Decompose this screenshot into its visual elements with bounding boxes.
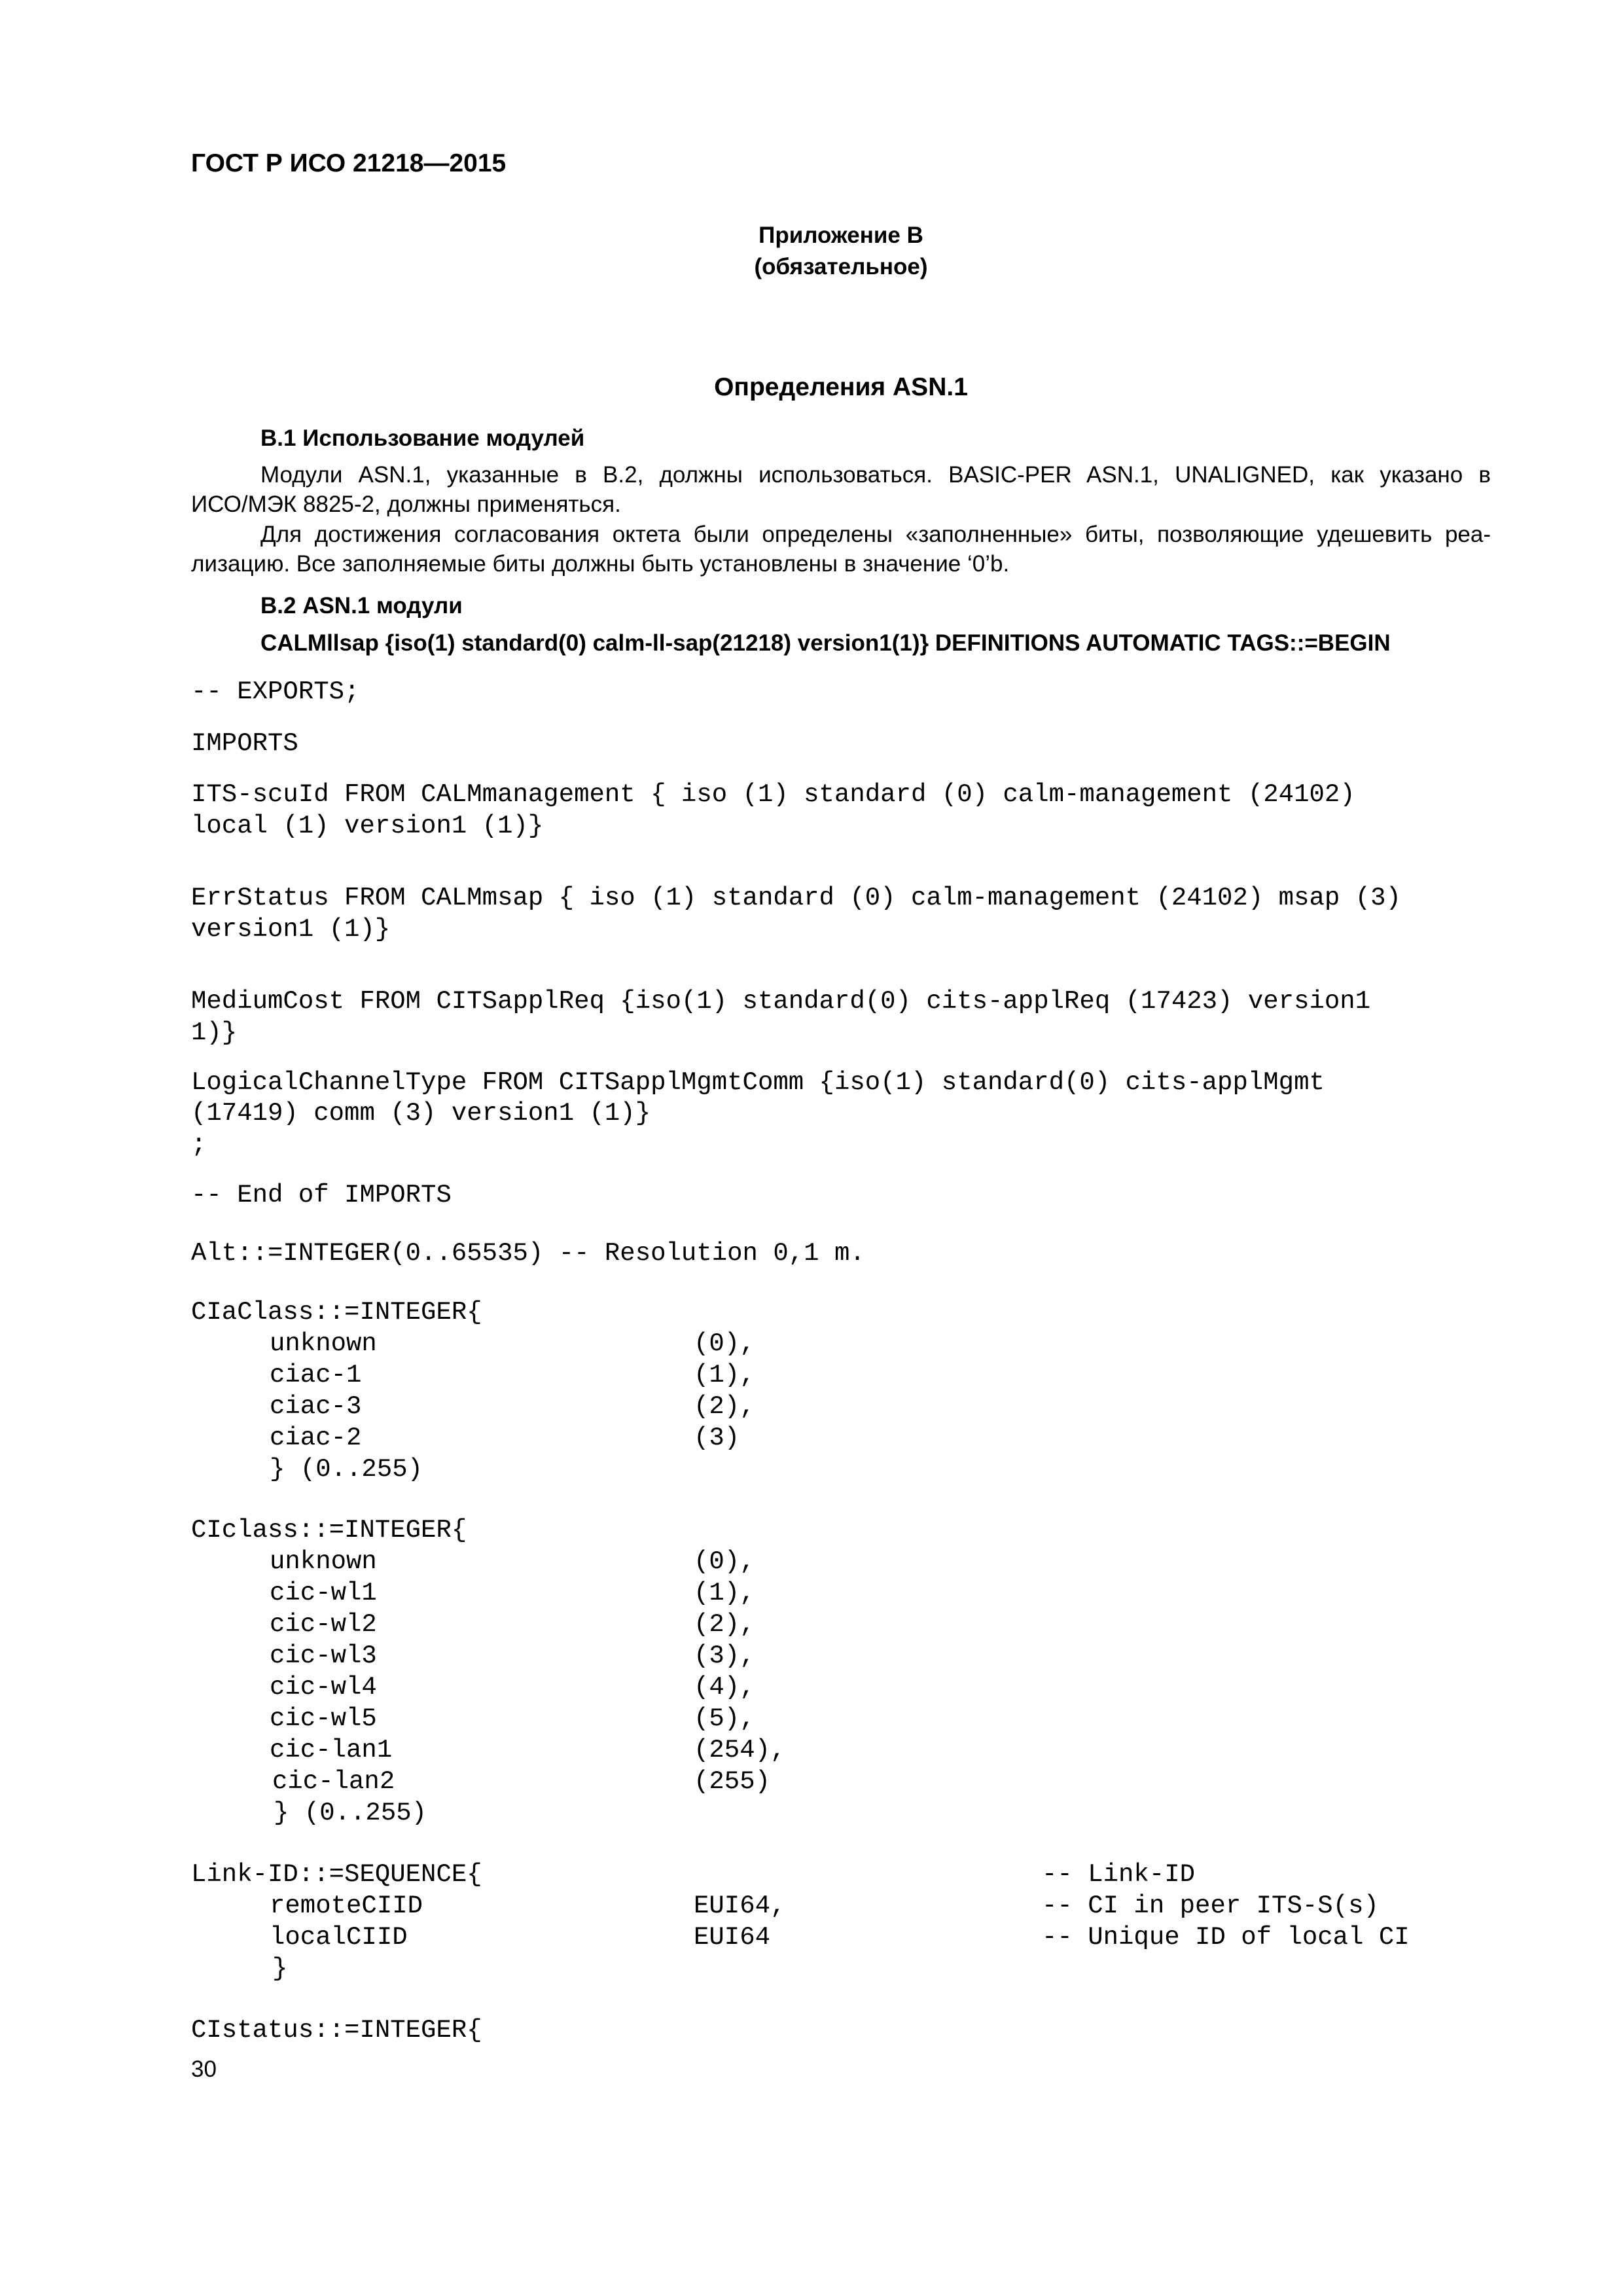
code-import-4-line-3: ; (191, 1130, 207, 1159)
code-ciaclass-item-value: (0), (694, 1329, 755, 1358)
code-ciclass-item-name: cic-wl3 (270, 1641, 377, 1670)
code-linkid-field-type: EUI64, (694, 1892, 786, 1920)
code-ciclass-item-name: cic-wl1 (270, 1579, 377, 1607)
code-linkid-field-type: EUI64 (694, 1923, 771, 1952)
b1-paragraph-1-line-1: Модули ASN.1, указанные в В.2, должны использоваться. BASIC-PER ASN.1, UNALIGNED, как указано в (260, 462, 1491, 488)
section-title: Определения ASN.1 (714, 373, 968, 401)
code-ciclass-item-value: (0), (694, 1547, 755, 1576)
module-definition: CALMllsap {iso(1) standard(0) calm-ll-sap(21218) version1(1)} DEFINITIONS AUTOMATIC TAGS::=BEGIN (260, 630, 1391, 656)
code-ciclass-declaration: CIclass::=INTEGER{ (191, 1516, 467, 1545)
code-ciclass-item-value: (254), (694, 1736, 786, 1765)
code-ciclass-item-value: (1), (694, 1579, 755, 1607)
code-ciclass-close: } (0..255) (274, 1799, 427, 1827)
code-import-2-line-2: version1 (1)} (191, 915, 391, 944)
code-ciaclass-item-name: ciac-2 (270, 1424, 362, 1452)
code-ciclass-item-value: (3), (694, 1641, 755, 1670)
code-import-2-line-1: ErrStatus FROM CALMmsap { iso (1) standard (0) calm-management (24102) msap (3) (191, 884, 1401, 912)
b1-heading: В.1 Использование модулей (260, 425, 585, 451)
code-import-4-line-2: (17419) comm (3) version1 (1)} (191, 1099, 651, 1128)
code-import-4-line-1: LogicalChannelType FROM CITSapplMgmtComm {iso(1) standard(0) cits-applMgmt (191, 1068, 1325, 1097)
code-imports-keyword: IMPORTS (191, 729, 298, 758)
annex-title: Приложение В (758, 223, 923, 248)
code-linkid-field-name: localCIID (270, 1923, 408, 1952)
code-ciclass-item-value: (255) (694, 1767, 771, 1796)
code-import-1-line-2: local (1) version1 (1)} (191, 812, 544, 840)
code-ciaclass-item-name: unknown (270, 1329, 377, 1358)
code-ciclass-item-name: cic-lan1 (270, 1736, 393, 1765)
code-ciaclass-item-name: ciac-3 (270, 1392, 362, 1421)
code-ciaclass-item-value: (3) (694, 1424, 740, 1452)
code-ciclass-item-value: (5), (694, 1704, 755, 1733)
code-ciclass-item-name: cic-wl2 (270, 1610, 377, 1639)
b1-paragraph-2-line-2: лизацию. Все заполняемые биты должны быть установлены в значение ‘0’b. (191, 551, 1010, 577)
code-ciclass-item-name: cic-wl5 (270, 1704, 377, 1733)
page-number: 30 (191, 2056, 217, 2082)
document-header: ГОСТ Р ИСО 21218—2015 (191, 149, 507, 177)
code-linkid-field-comment: -- CI in peer ITS-S(s) (1042, 1892, 1379, 1920)
code-ciaclass-close: } (0..255) (270, 1455, 423, 1484)
code-end-imports-comment: -- End of IMPORTS (191, 1181, 452, 1210)
b1-paragraph-2-line-1: Для достижения согласования октета были определены «заполненные» биты, позволяющие удешевить реа- (260, 522, 1491, 547)
code-linkid-field-name: remoteCIID (270, 1892, 423, 1920)
code-ciaclass-item-name: ciac-1 (270, 1361, 362, 1390)
code-linkid-declaration: Link-ID::=SEQUENCE{ (191, 1860, 482, 1889)
code-linkid-field-comment: -- Unique ID of local CI (1042, 1923, 1410, 1952)
code-ciclass-item-value: (2), (694, 1610, 755, 1639)
code-ciclass-item-name: cic-wl4 (270, 1673, 377, 1702)
annex-status: (обязательное) (754, 254, 928, 279)
code-import-3-line-2: 1)} (191, 1018, 238, 1047)
b2-heading: В.2 ASN.1 модули (260, 593, 463, 619)
code-ciaclass-declaration: CIaClass::=INTEGER{ (191, 1298, 482, 1327)
b1-paragraph-1-line-2: ИСО/МЭК 8825-2, должны применяться. (191, 492, 621, 517)
code-ciaclass-item-value: (2), (694, 1392, 755, 1421)
code-ciclass-item-name: cic-lan2 (272, 1767, 395, 1796)
code-linkid-close: } (272, 1954, 288, 1983)
code-exports-comment: -- EXPORTS; (191, 677, 360, 706)
code-alt-definition: Alt::=INTEGER(0..65535) -- Resolution 0,1 m. (191, 1239, 865, 1268)
code-ciclass-item-value: (4), (694, 1673, 755, 1702)
code-import-3-line-1: MediumCost FROM CITSapplReq {iso(1) standard(0) cits-applReq (17423) version1 (191, 987, 1371, 1016)
code-cistatus-declaration: CIstatus::=INTEGER{ (191, 2016, 482, 2045)
code-ciclass-item-name: unknown (270, 1547, 377, 1576)
code-ciaclass-item-value: (1), (694, 1361, 755, 1390)
code-linkid-comment: -- Link-ID (1042, 1860, 1196, 1889)
code-import-1-line-1: ITS-scuId FROM CALMmanagement { iso (1) standard (0) calm-management (24102) (191, 780, 1355, 809)
